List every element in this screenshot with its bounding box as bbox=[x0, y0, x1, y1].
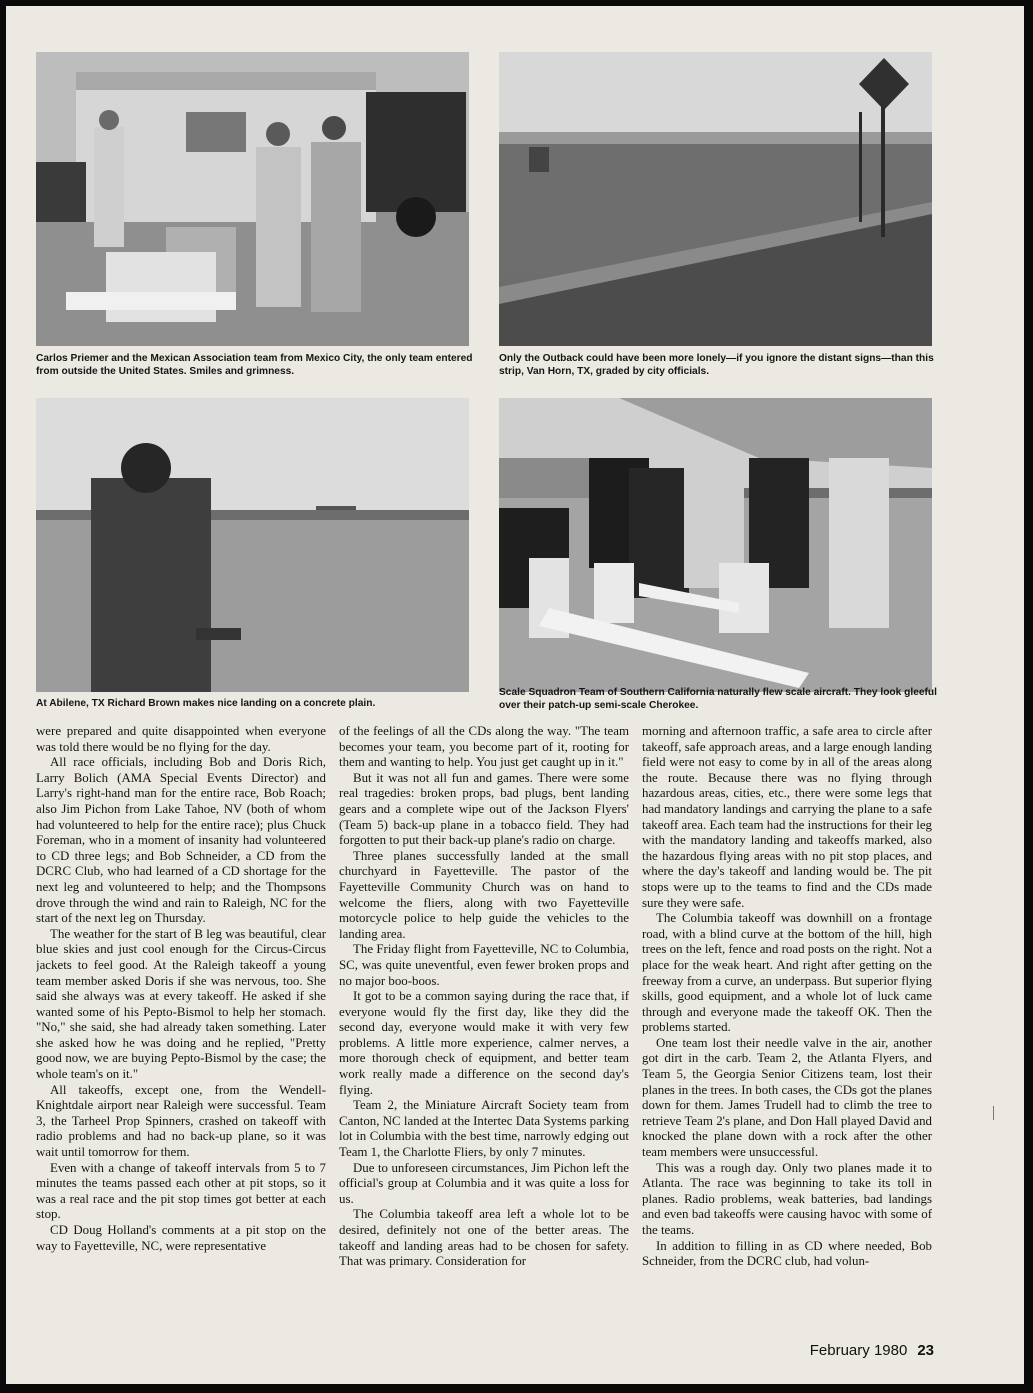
paragraph: morning and afternoon traffic, a safe area to circle after takeoff, safe approach areas, and a large enough landing field were not easy to come by in all of the areas along the route. Because there was no flying through hazardous areas, cities, etc., there were some legs that had mandatory landings and carrying the plane to a safe takeoff area. Each team had the instructions for their leg with the mandatory landing and takeoffs marked, also the hazardous flying areas with no pit stop places, and where the day's takeoff and landing would be. The pit stops were up to the teams to find and the CDs made sure they were safe. bbox=[642, 724, 932, 910]
van-horn-strip-image bbox=[499, 52, 932, 346]
paragraph: All race officials, including Bob and Doris Rich, Larry Bolich (AMA Special Events Director) and Larry's right-hand man for the entire race, Bob Roach; also Jim Pichon from Lake Tahoe, NV (both of whom had volunteered to help for the entire race); plus Chuck Foreman, who in a moment of insanity had volunteered to CD three legs; and Bob Schneider, a CD from the DCRC Club, who had learned of a CD shortage for the next leg and volunteered to help; and the Thompsons drove through the wind and rain to Raleigh, NC for the start of the next leg on Thursday. bbox=[36, 755, 326, 926]
caption-photo-4: Scale Squadron Team of Southern California naturally flew scale aircraft. They look gleeful over their patch-up semi-scale Cherokee. bbox=[499, 687, 937, 711]
caption-photo-3: At Abilene, TX Richard Brown makes nice landing on a concrete plain. bbox=[36, 698, 376, 709]
paragraph: of the feelings of all the CDs along the way. "The team becomes your team, you become part of it, rooting for them and wanting to help. You just get caught up in it." bbox=[339, 724, 629, 770]
paragraph: CD Doug Holland's comments at a pit stop on the way to Fayetteville, NC, were representative bbox=[36, 1223, 326, 1253]
article-column-2 bbox=[339, 724, 629, 1336]
paragraph: Due to unforeseen circumstances, Jim Pichon left the official's group at Columbia and it was quite a loss for us. bbox=[339, 1160, 629, 1206]
photo-abilene-landing bbox=[36, 398, 469, 692]
paragraph: This was a rough day. Only two planes made it to Atlanta. The race was beginning to take its toll in planes. Radio problems, weak batteries, bad landings and even bad takeoffs were causing havoc with some of the teams. bbox=[642, 1160, 932, 1237]
paragraph: were prepared and quite disappointed when everyone was told there would be no flying for the day. bbox=[36, 724, 326, 754]
photo-van-horn-strip bbox=[499, 52, 932, 346]
paragraph: Even with a change of takeoff intervals from 5 to 7 minutes the teams passed each other at pit stops, so it was a real race and the pit stop times got better at each stop. bbox=[36, 1160, 326, 1222]
paragraph: Three planes successfully landed at the small churchyard in Fayetteville. The pastor of the Fayetteville Community Church was on hand to welcome the fliers, along with two Fayetteville motorcycle police to help guide the vehicles to the landing area. bbox=[339, 848, 629, 941]
paragraph: The Friday flight from Fayetteville, NC to Columbia, SC, was quite uneventful, even fewer broken props and no major boo-boos. bbox=[339, 942, 629, 988]
paragraph: It got to be a common saying during the race that, if everyone would fly the first day, like they did the second day, everyone would make it with very few problems. A little more experience, calmer nerves, a more thorough check of equipment, and better team work really made a difference on the second day's flying. bbox=[339, 989, 629, 1097]
margin-mark bbox=[993, 1106, 994, 1120]
page-footer bbox=[810, 1342, 934, 1359]
paragraph: The Columbia takeoff area left a whole lot to be desired, definitely not one of the better areas. The takeoff and landing areas had to be chosen for safety. That was primary. Consideration for bbox=[339, 1207, 629, 1269]
paragraph: All takeoffs, except one, from the Wendell-Knightdale airport near Raleigh were successful. Team 3, the Tarheel Prop Spinners, crashed on takeoff with radio problems and had no back-up plane, so it was wait until tomorrow for them. bbox=[36, 1082, 326, 1160]
paragraph: Team 2, the Miniature Aircraft Society team from Canton, NC landed at the Intertec Data Systems parking lot in Columbia with the best time, narrowly edging out Team 1, the Charlotte Fliers, by only 7 minutes. bbox=[339, 1098, 629, 1160]
issue-date: February 1980 bbox=[809, 1342, 908, 1359]
paragraph: The weather for the start of B leg was beautiful, clear blue skies and just cool enough for the Circus-Circus jackets to feel good. At the Raleigh takeoff a young team member asked Doris if she was nervous, too. She said she always was at every takeoff. He asked if she wanted some of his Pepto-Bismol to help her stomach. "No," she said, she had already taken something. Later she asked how he was doing and he replied, "Pretty good now, we are buying Pepto-Bismol by the case; the whole team's on it." bbox=[36, 926, 326, 1082]
paragraph: In addition to filling in as CD where needed, Bob Schneider, from the DCRC club, had volun- bbox=[642, 1238, 932, 1269]
page-number: 23 bbox=[917, 1342, 934, 1359]
article-column-1 bbox=[36, 724, 326, 1336]
photo-team-motorhome bbox=[36, 52, 469, 346]
abilene-landing-image bbox=[36, 398, 469, 692]
paragraph: The Columbia takeoff was downhill on a frontage road, with a blind curve at the bottom of the hill, high trees on the left, fence and road posts on the right. Not a place for the weak heart. And right after getting on the freeway from a curve, an underpass. But superior flying skills, good equipment, and a whole lot of luck came through and everyone made the takeoff OK. Then the problems started. bbox=[642, 911, 932, 1035]
caption-photo-1: Carlos Priemer and the Mexican Association team from Mexico City, the only team entered from outside the United States. Smiles and grimness. bbox=[36, 353, 473, 377]
scale-squadron-image bbox=[499, 398, 932, 692]
magazine-page bbox=[6, 6, 1024, 1384]
team-motorhome-image bbox=[36, 52, 469, 346]
caption-photo-2: Only the Outback could have been more lonely—if you ignore the distant signs—than this strip, Van Horn, TX, graded by city officials. bbox=[499, 353, 934, 377]
article-column-3 bbox=[642, 724, 932, 1336]
photo-scale-squadron bbox=[499, 398, 932, 692]
paragraph: One team lost their needle valve in the air, another got dirt in the carb. Team 2, the Atlanta Flyers, and Team 5, the Georgia Senior Citizens team, lost their planes in the trees. In both cases, the CDs got the planes down for them. James Trudell had to climb the tree to retrieve Team 2's plane, and Don Hall played David and knocked the plane down with a rock after the other team members were unsuccessful. bbox=[642, 1035, 932, 1160]
paragraph: But it was not all fun and games. There were some real tragedies: broken props, bad plugs, bent landing gears and a complete wipe out of the Jackson Flyers' (Team 5) back-up plane in a tobacco field. They had forgotten to put their back-up plane's radio on charge. bbox=[339, 770, 629, 848]
